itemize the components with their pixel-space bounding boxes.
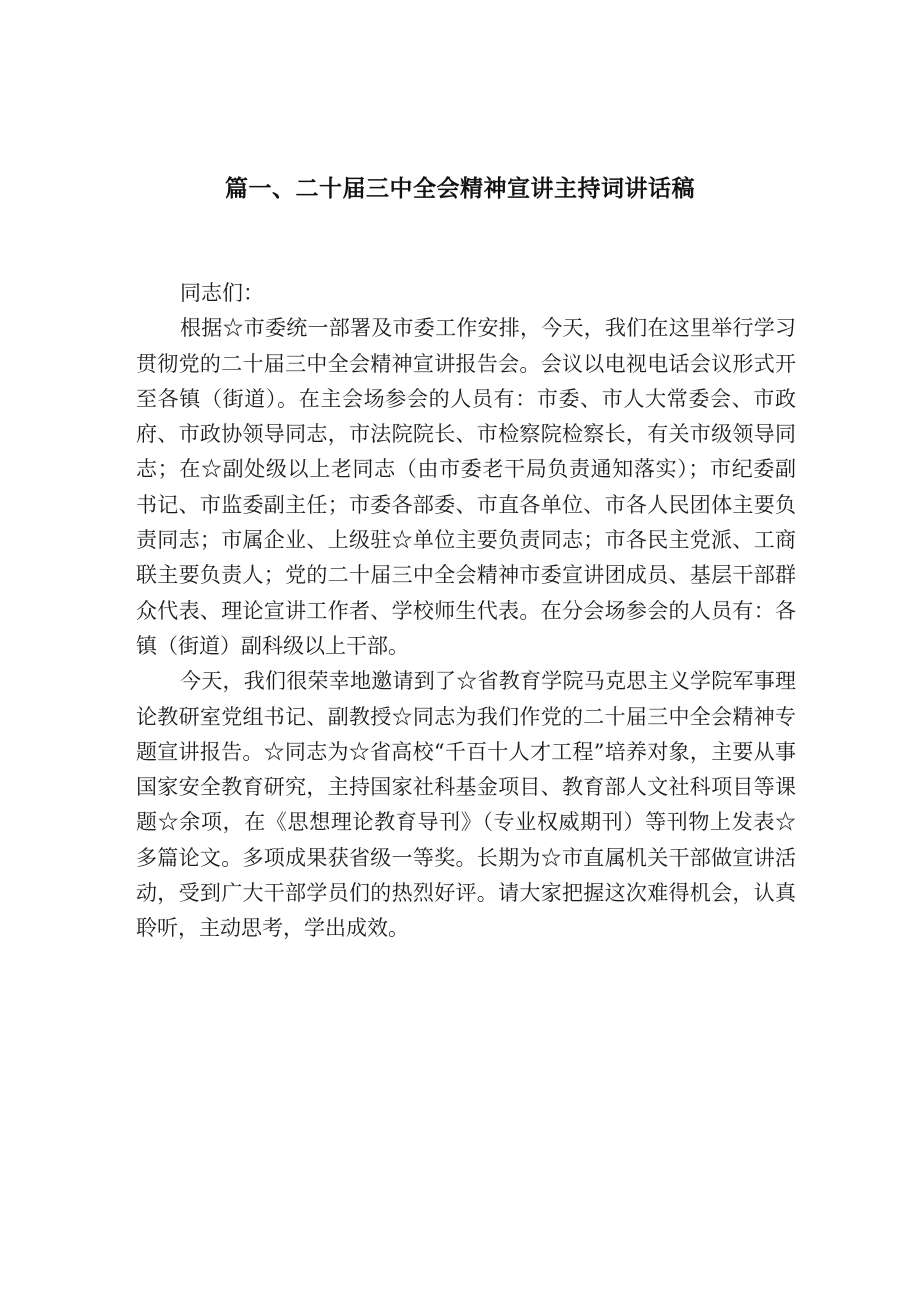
attendance-paragraph: 根据☆市委统一部署及市委工作安排，今天，我们在这里举行学习贯彻党的二十届三中全会精神宣讲报告会。会议以电视电话会议形式开至各镇（街道）。在主会场参会的人员有：市委、市人大常委会、市政府、市政协领导同志，市法院院长、市检察院检察长，有关市级领导同志；在☆副处级以上老同志（由市委老干局负责通知落实）；市纪委副书记、市监委副主任；市委各部委、市直各单位、市各人民团体主要负责同志；市属企业、上级驻☆单位主要负责同志；市各民主党派、工商联主要负责人；党的二十届三中全会精神市委宣讲团成员、基层干部群众代表、理论宣讲工作者、学校师生代表。在分会场参会的人员有：各镇（街道）副科级以上干部。 (136, 316, 796, 658)
document-title: 篇一、二十届三中全会精神宣讲主持词讲话稿 (225, 176, 695, 202)
salutation-paragraph: 同志们： (180, 281, 264, 305)
speaker-intro-paragraph: 今天，我们很荣幸地邀请到了☆省教育学院马克思主义学院军事理论教研室党组书记、副教授☆同志为我们作党的二十届三中全会精神专题宣讲报告。☆同志为☆省高校“千百十人才工程”培养对象，主要从事国家安全教育研究，主持国家社科基金项目、教育部人文社科项目等课题☆余项，在《思想理论教育导刊》（专业权威期刊）等刊物上发表☆多篇论文。多项成果获省级一等奖。长期为☆市直属机关干部做宣讲活动，受到广大干部学员们的热烈好评。请大家把握这次难得机会，认真聆听，主动思考，学出成效。 (136, 669, 796, 941)
document-body (136, 276, 796, 947)
